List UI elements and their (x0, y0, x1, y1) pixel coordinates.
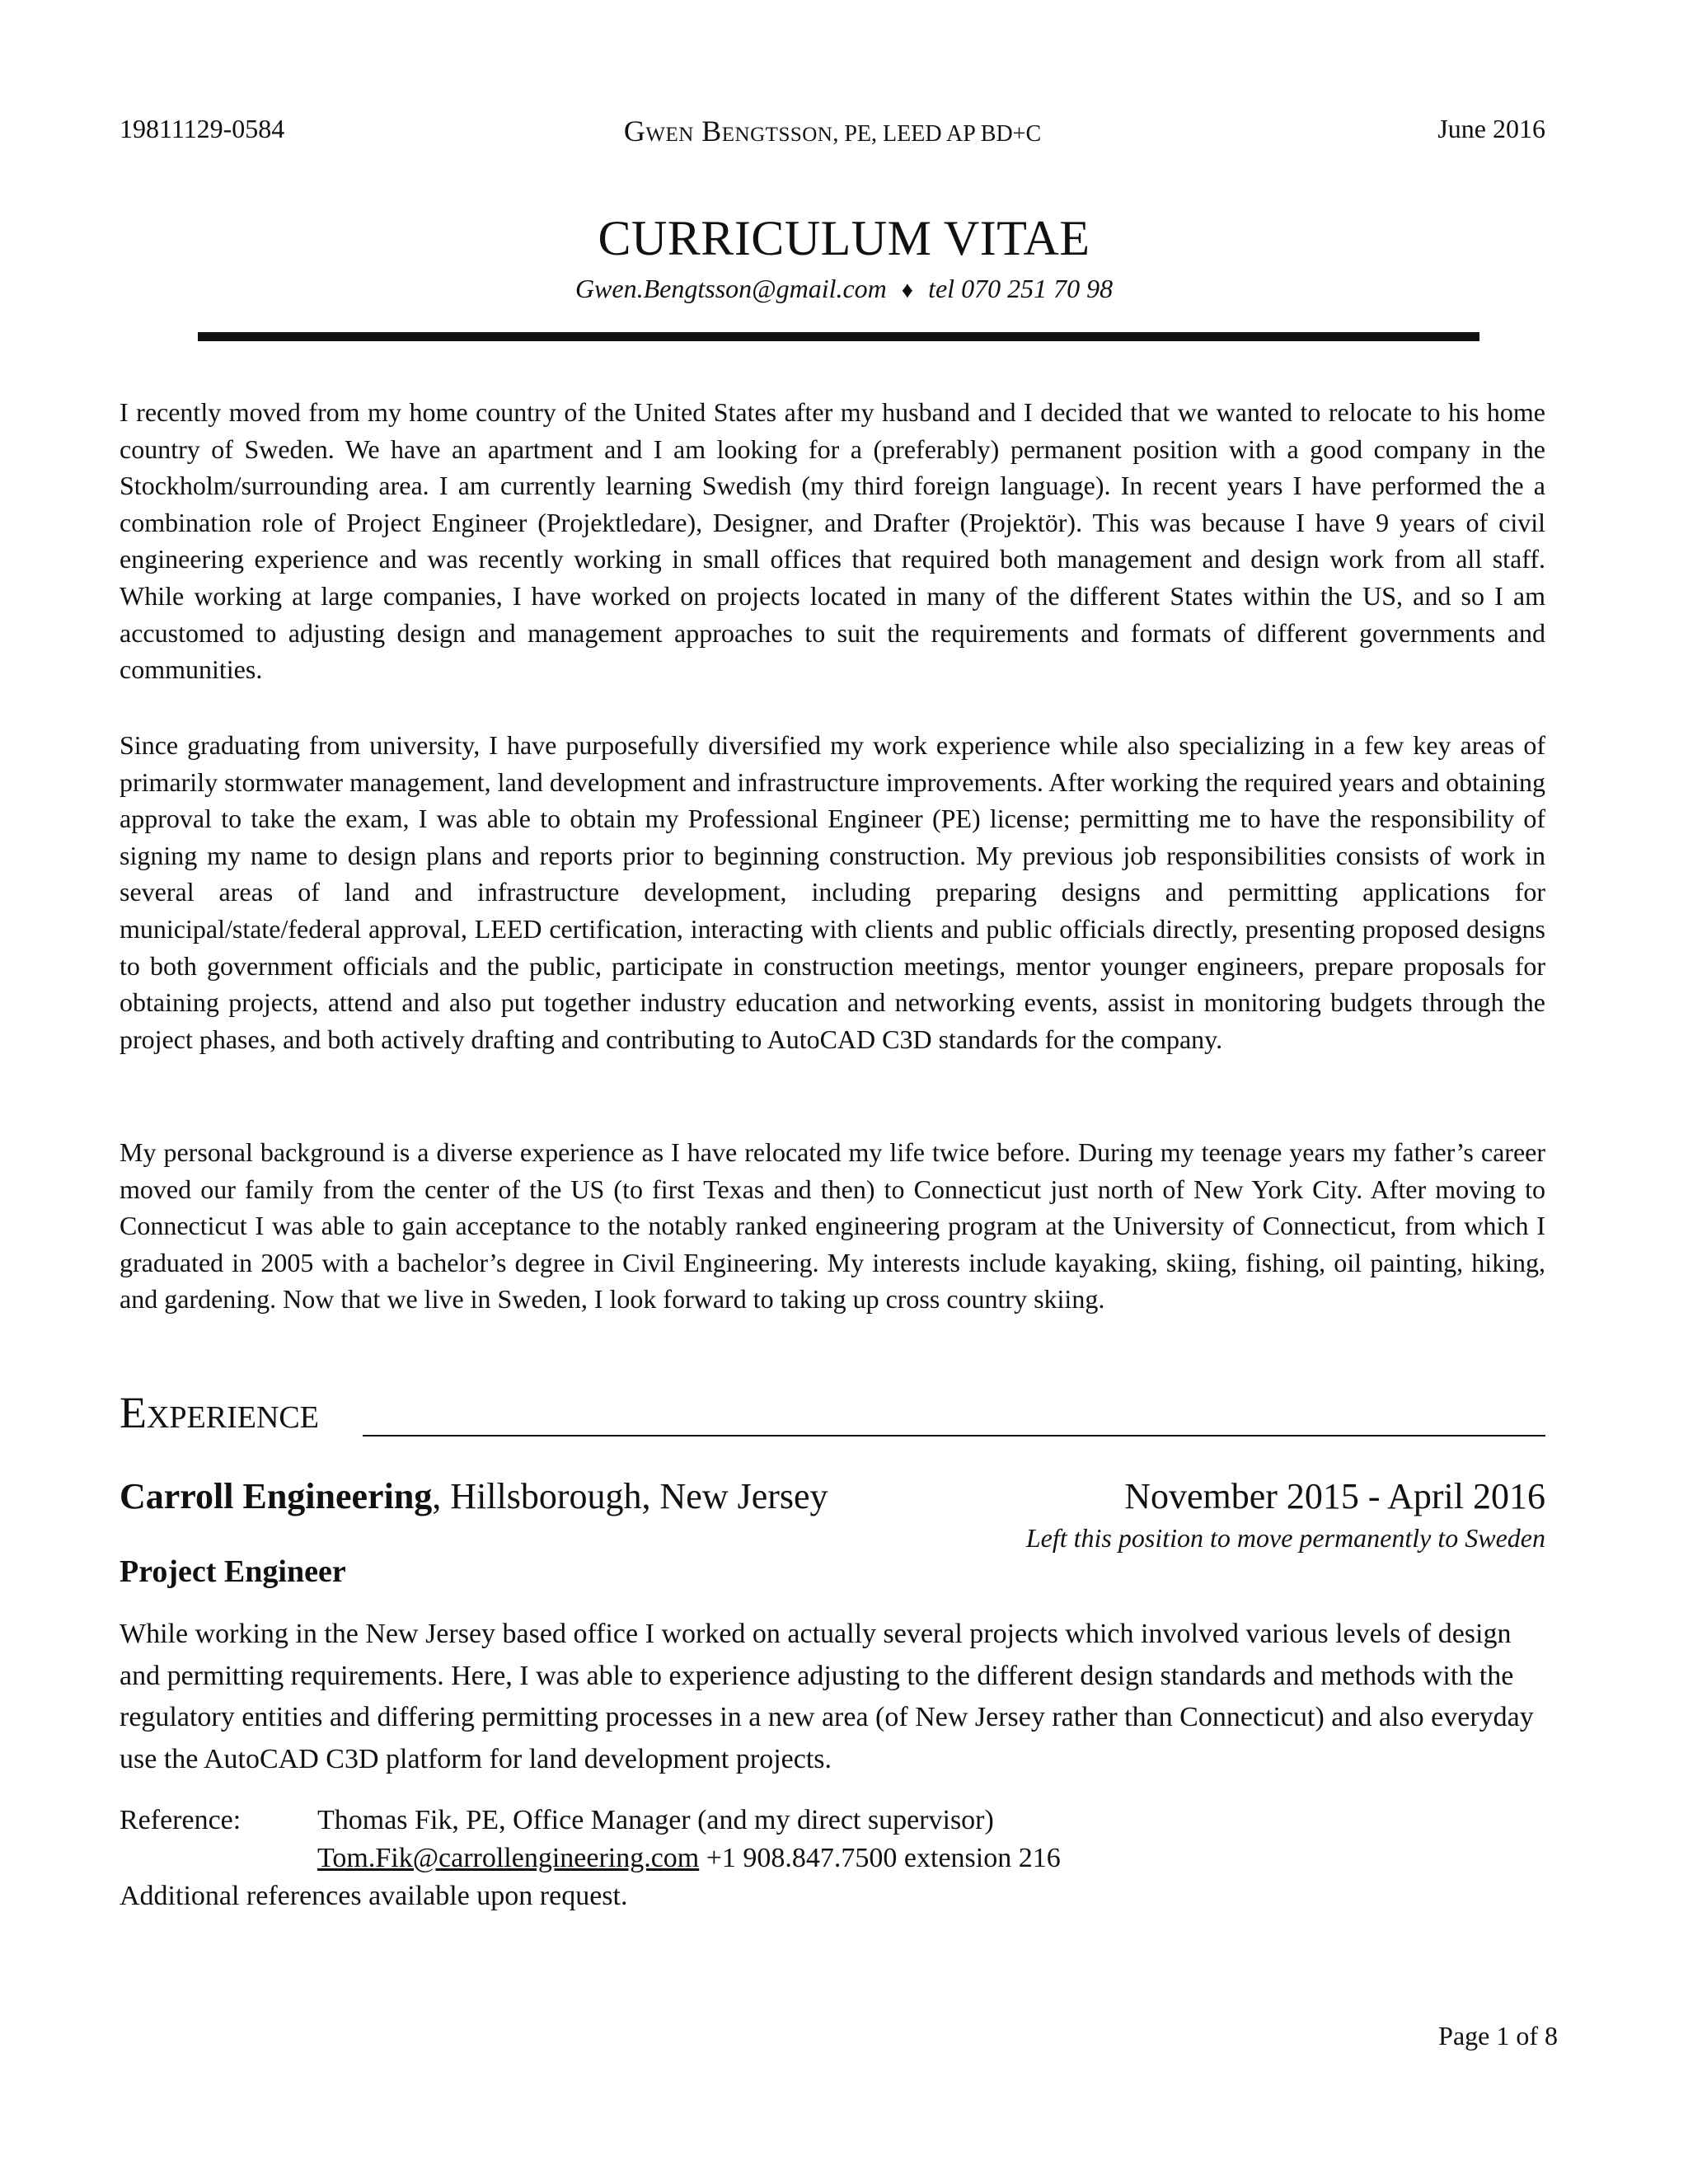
job-title: Project Engineer (120, 1554, 346, 1589)
diamond-separator-icon: ♦ (901, 278, 914, 303)
header-date: June 2016 (1437, 114, 1545, 143)
experience-heading-label: Experience (120, 1388, 319, 1437)
experience-heading-rule (363, 1435, 1545, 1436)
contact-line (0, 274, 1688, 304)
reference-line (120, 1802, 994, 1840)
page-number: Page 1 of 8 (1438, 2021, 1558, 2050)
contact-email[interactable]: Gwen.Bengtsson@gmail.com (574, 274, 887, 303)
intro-paragraph-1: I recently moved from my home country of the United States after my husband and I decided that we wanted to relocate to his home country of Sweden. We have an apartment and I am looking for a (preferably) permanent position with a good company in the Stockholm/surrounding area. I am currently learning Swedish (my third foreign language). In recent years I have performed the a combination role of Project Engineer (Projektledare), Designer, and Drafter (Projektör). This was because I have 9 years of civil engineering experience and was recently working in small offices that required both management and design work from all staff. While working at large companies, I have worked on projects located in many of the different States within the US, and so I am accustomed to adjusting design and management approaches to suit the requirements and formats of different governments and communities. (120, 397, 1545, 685)
experience-heading (120, 1387, 1545, 1441)
job-company: Carroll Engineering (120, 1476, 433, 1516)
contact-phone: tel 070 251 70 98 (928, 274, 1114, 303)
reference-label: Reference: (120, 1805, 241, 1835)
id-number: 19811129-0584 (120, 114, 285, 143)
additional-references: Additional references available upon request. (120, 1881, 628, 1911)
reference-contact-line (120, 1840, 1061, 1877)
running-header (120, 114, 1545, 153)
page-title: CURRICULUM VITAE (598, 211, 1090, 265)
intro-paragraph-2: Since graduating from university, I have purposefully diversified my work experience while also specializing in a few key areas of primarily stormwater management, land development and infrastructure improvements. After working the required years and obtaining approval to take the exam, I was able to obtain my Professional Engineer (PE) license; permitting me to have the responsibility of signing my name to design plans and reports prior to beginning construction. My previous job responsibilities consists of work in several areas of land and infrastructure development, including preparing designs and permitting applications for municipal/state/federal approval, LEED certification, interacting with clients and public officials directly, presenting proposed designs to both government officials and the public, participate in construction meetings, mentor younger engineers, prepare proposals for obtaining projects, attend and also put together industry education and networking events, assist in monitoring budgets through the project phases, and both actively drafting and contributing to AutoCAD C3D standards for the company. (120, 730, 1545, 1054)
reference-email-link[interactable]: Tom.Fik@carrollengineering.com (317, 1843, 700, 1873)
header-credentials: , PE, LEED AP BD+C (832, 121, 1042, 147)
job-description: While working in the New Jersey based office I worked on actually several projects which involved various levels of design and permitting requirements. Here, I was able to experience adjusting to the different design standards and methods with the regulatory entities and differing permitting processes in a new area (of New Jersey rather than Connecticut) and also everyday use the AutoCAD C3D platform for land development projects. (120, 1619, 1534, 1774)
job-header (120, 1475, 1545, 1525)
header-name-block (120, 114, 1545, 148)
reference-phone: +1 908.847.7500 extension 216 (699, 1843, 1061, 1873)
reference-person: Thomas Fik, PE, Office Manager (and my direct supervisor) (317, 1805, 994, 1835)
job-note: Left this position to move permanently to Sweden (1025, 1523, 1545, 1553)
job-dates: November 2015 - April 2016 (1124, 1476, 1545, 1516)
header-name: Gwen Bengtsson (623, 115, 833, 148)
title-divider (198, 332, 1479, 341)
intro-paragraph-3: My personal background is a diverse experience as I have relocated my life twice before. During my teenage years my father’s career moved our family from the center of the US (to first Texas and then) to Connecticut just north of New York City. After moving to Connecticut I was able to gain acceptance to the notably ranked engineering program at the University of Connecticut, from which I graduated in 2005 with a bachelor’s degree in Civil Engineering. My interests include kayaking, skiing, fishing, oil painting, hiking, and gardening. Now that we live in Sweden, I look forward to taking up cross country skiing. (120, 1137, 1545, 1315)
job-location: , Hillsborough, New Jersey (432, 1476, 828, 1516)
